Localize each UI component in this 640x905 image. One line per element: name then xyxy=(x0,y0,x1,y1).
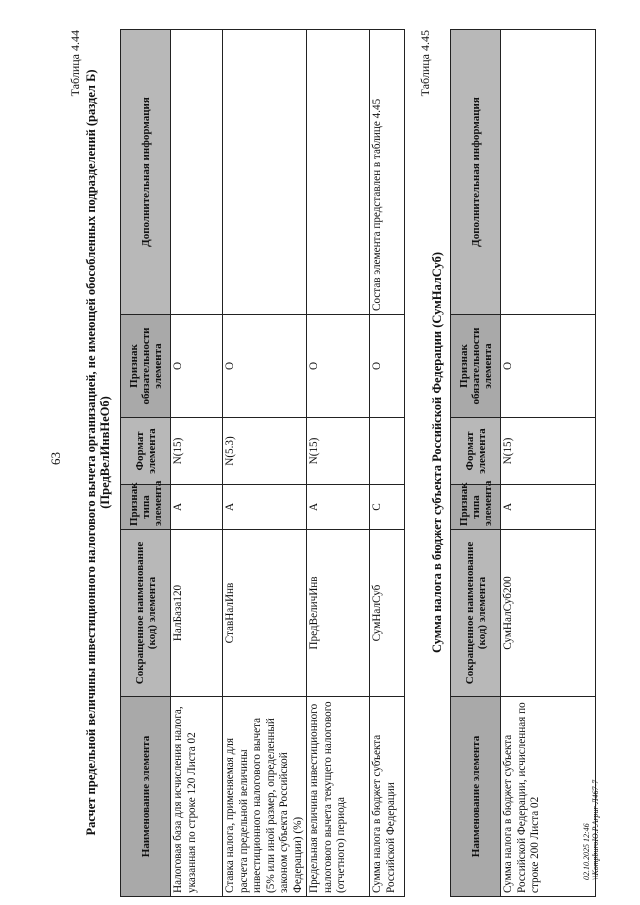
header-required: Признак обязательности элемента xyxy=(121,315,171,418)
table-row xyxy=(370,30,405,897)
cell-type: А xyxy=(171,485,223,530)
cell-code: СумНалСуб200 xyxy=(501,530,596,697)
header-format: Формат элемента xyxy=(451,418,501,485)
table-4-44-label: Таблица 4.44 xyxy=(68,30,82,97)
table-row xyxy=(501,30,596,897)
table-header-row xyxy=(121,30,171,897)
header-name: Наименование элемента xyxy=(121,697,171,897)
header-info: Дополнительная информация xyxy=(451,30,501,315)
page-number: 63 xyxy=(48,452,63,465)
header-info: Дополнительная информация xyxy=(121,30,171,315)
table-row xyxy=(171,30,223,897)
cell-required: О xyxy=(307,315,370,418)
cell-required: О xyxy=(501,315,596,418)
table-4-45 xyxy=(450,29,596,897)
table-4-45-label: Таблица 4.45 xyxy=(418,30,432,97)
cell-type: А xyxy=(307,485,370,530)
cell-name: Сумма налога в бюджет субъекта Российской Федерации, исчисленная по строке 200 Листа 02 xyxy=(501,697,596,897)
footer-timestamp: 02.10.2025 12:46 xyxy=(582,823,591,880)
table-4-44 xyxy=(120,29,405,897)
cell-type: А xyxy=(501,485,596,530)
cell-name: Ставка налога, применяемая для расчета предельной величины инвестиционного налогового вычета (5% или иной размер, определенный законом субъекта Российской Федерации) (%) xyxy=(223,697,307,897)
cell-code: НалБаза120 xyxy=(171,530,223,697)
footer-user: \\KompburoЮ.P.Arpur-Л467-7 xyxy=(591,779,600,880)
cell-code: ПредВеличИнв xyxy=(307,530,370,697)
cell-code: СумНалСуб xyxy=(370,530,405,697)
table-4-44-title xyxy=(84,0,112,905)
cell-name: Предельная величина инвестиционного налогового вычета текущего налогового (отчетного) периода xyxy=(307,697,370,897)
title-line-2: (ПредВелИнвНеОб) xyxy=(98,396,112,509)
title-line-1: Расчет предельной величины инвестиционного налогового вычета организацией, не имеющей обособленных подразделений (раздел Б) xyxy=(84,69,98,836)
cell-format: N(15) xyxy=(501,418,596,485)
header-code: Сокращенное наименование (код) элемента xyxy=(121,530,171,697)
cell-required: О xyxy=(370,315,405,418)
cell-type: С xyxy=(370,485,405,530)
table-header-row xyxy=(451,30,501,897)
cell-format: N(15) xyxy=(307,418,370,485)
cell-name: Налоговая база для исчисления налога, указанная по строке 120 Листа 02 xyxy=(171,697,223,897)
header-format: Формат элемента xyxy=(121,418,171,485)
cell-name: Сумма налога в бюджет субъекта Российской Федерации xyxy=(370,697,405,897)
cell-info: Состав элемента представлен в таблице 4.45 xyxy=(370,30,405,315)
table-4-45-title: Сумма налога в бюджет субъекта Российской Федерации (СумНалСуб) xyxy=(430,251,444,654)
header-code: Сокращенное наименование (код) элемента xyxy=(451,530,501,697)
cell-type: А xyxy=(223,485,307,530)
cell-format xyxy=(370,418,405,485)
cell-info xyxy=(171,30,223,315)
print-footer xyxy=(582,780,600,880)
cell-info xyxy=(307,30,370,315)
cell-code: СтавНалИнв xyxy=(223,530,307,697)
cell-required: О xyxy=(223,315,307,418)
table-row xyxy=(223,30,307,897)
cell-info xyxy=(223,30,307,315)
header-name: Наименование элемента xyxy=(451,697,501,897)
cell-required: О xyxy=(171,315,223,418)
header-type: Признак типа элемента xyxy=(451,485,501,530)
table-row xyxy=(307,30,370,897)
cell-format: N(5.3) xyxy=(223,418,307,485)
header-required: Признак обязательности элемента xyxy=(451,315,501,418)
cell-info xyxy=(501,30,596,315)
cell-format: N(15) xyxy=(171,418,223,485)
header-type: Признак типа элемента xyxy=(121,485,171,530)
